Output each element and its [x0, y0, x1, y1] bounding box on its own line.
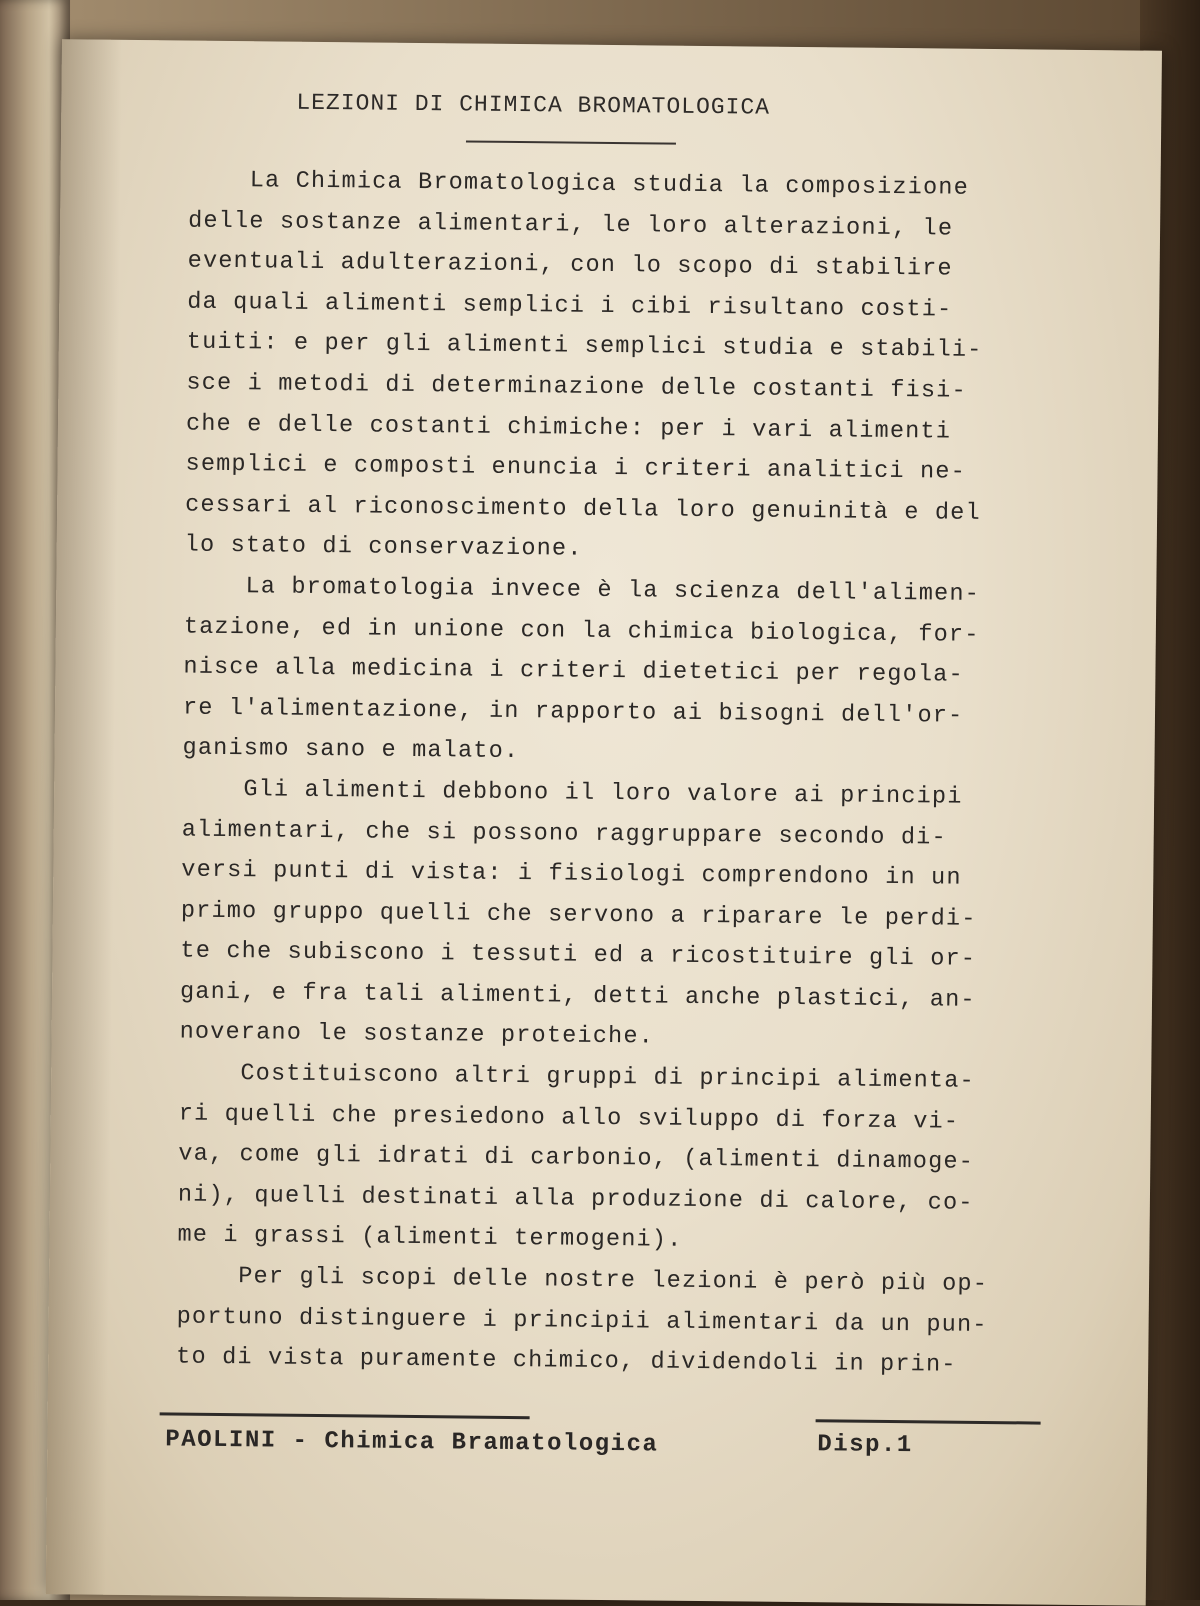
text-line: va, come gli idrati di carbonio, (alimenti dinamoge-: [178, 1140, 975, 1177]
text-line: alimentari, che si possono raggruppare secondo di-: [181, 816, 947, 852]
footer-rule-right: [816, 1419, 1041, 1424]
text-line: versi punti di vista: i fisiologi comprendono in un: [181, 856, 962, 892]
text-line: tuiti: e per gli alimenti semplici studia e stabili-: [186, 328, 983, 365]
text-line: eventuali adulterazioni, con lo scopo di stabilire: [187, 247, 953, 283]
text-line: Costituiscono altri gruppi di principi alimenta-: [179, 1059, 976, 1095]
text-line: semplici e composti enuncia i criteri analitici ne-: [185, 450, 967, 486]
text-line: primo gruppo quelli che servono a riparare le perdi-: [180, 897, 977, 933]
text-line: Per gli scopi delle nostre lezioni è però più op-: [176, 1262, 989, 1299]
body-text: [176, 161, 1069, 1388]
text-line: da quali alimenti semplici i cibi risultano costi-: [187, 288, 953, 324]
text-line: noverano le sostanze proteiche.: [179, 1018, 655, 1051]
text-line: re l'alimentazione, in rapporto ai bisogni dell'or-: [182, 694, 964, 730]
footer-rule-left: [160, 1412, 530, 1419]
text-line: gani, e fra tali alimenti, detti anche plastici, an-: [179, 978, 976, 1014]
text-line: to di vista puramente chimico, dividendoli in prin-: [176, 1343, 957, 1379]
footer-author-title: PAOLINI - Chimica Bramatologica: [165, 1426, 659, 1459]
document-page: [46, 39, 1162, 1605]
footer-issue-number: Disp.1: [817, 1431, 913, 1460]
text-line: delle sostanze alimentari, le loro alterazioni, le: [187, 207, 954, 243]
text-line: me i grassi (alimenti termogeni).: [177, 1221, 683, 1255]
text-line: sce i metodi di determinazione delle costanti fisi-: [186, 369, 967, 405]
text-line: ni), quelli destinati alla produzione di calore, co-: [177, 1181, 974, 1217]
text-line: Gli alimenti debbono il loro valore ai principi: [182, 775, 963, 811]
text-line: ganismo sano e malato.: [182, 734, 520, 766]
text-line: te che subiscono i tessuti ed a ricostituire gli or-: [180, 937, 977, 974]
text-line: nisce alla medicina i criteri dietetici per regola-: [183, 653, 964, 689]
text-line: portuno distinguere i principii alimentari da un pun-: [176, 1303, 988, 1339]
text-line: ri quelli che presiedono allo sviluppo di forza vi-: [178, 1100, 960, 1136]
text-line: lo stato di conservazione.: [184, 531, 583, 564]
text-line: La Chimica Bromatologica studia la composizione: [188, 166, 970, 202]
text-line: La bromatologia invece è la scienza dell'alimen-: [184, 572, 981, 608]
text-line: cessari al riconoscimento della loro genuinità e del: [185, 491, 981, 527]
page-title: LEZIONI DI CHIMICA BROMATOLOGICA: [296, 89, 771, 121]
text-line: tazione, ed in unione con la chimica biologica, for-: [183, 613, 980, 649]
title-underline: [466, 140, 676, 144]
text-line: che e delle costanti chimiche: per i vari alimenti: [185, 410, 952, 446]
